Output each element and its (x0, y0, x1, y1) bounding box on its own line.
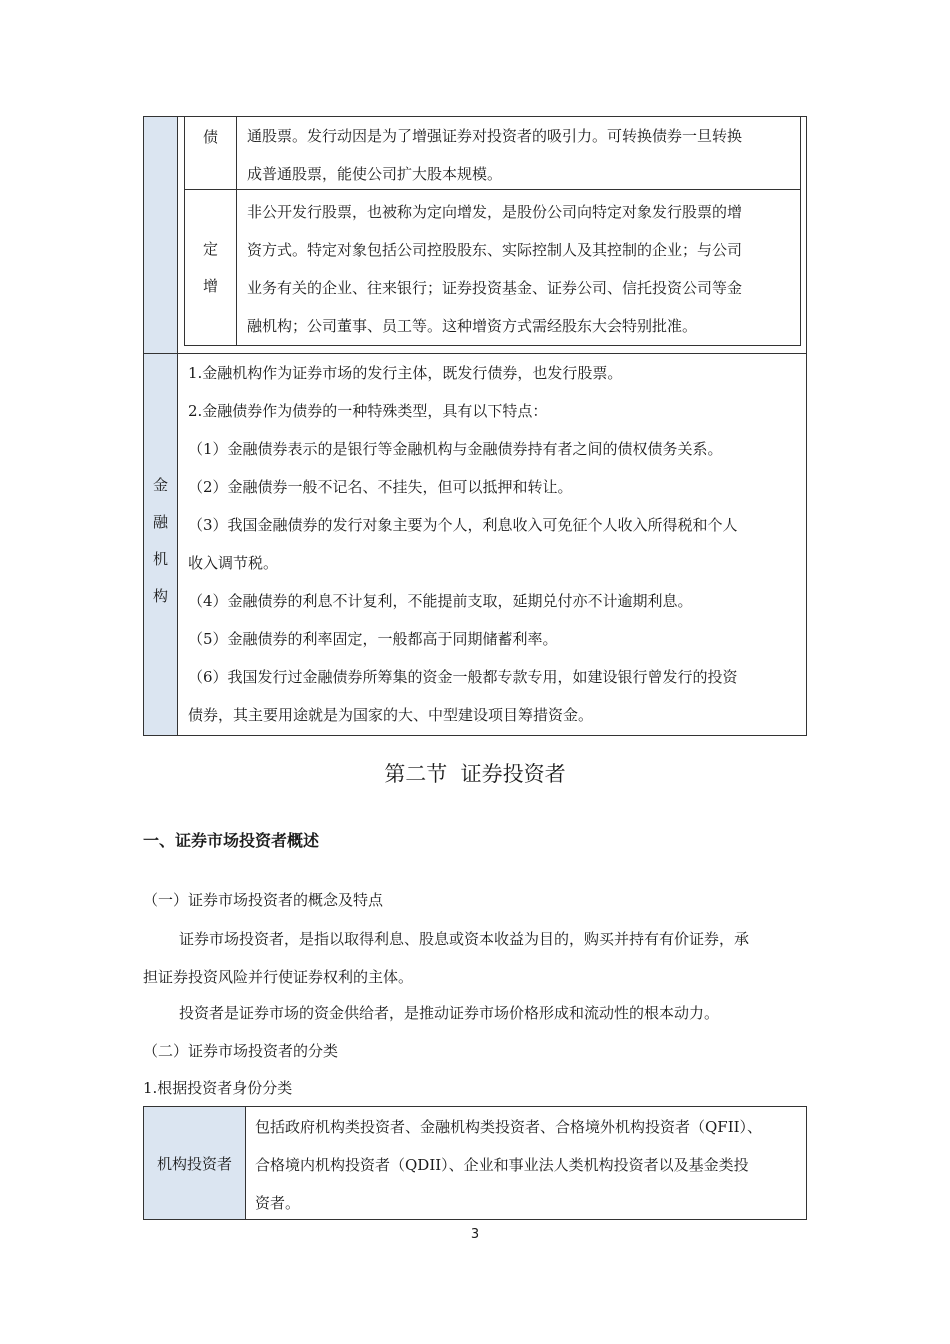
label-char: 构 (152, 587, 168, 605)
text-line: 成普通股票，能使公司扩大股本规模。 (247, 165, 503, 183)
top-table (143, 116, 807, 736)
paragraph-role: 投资者是证券市场的资金供给者，是推动证券市场价格形成和流动性的根本动力。 (179, 1004, 720, 1022)
text-line: 合格境内机构投资者（QDII）、企业和事业法人类机构投资者以及基金类投 (255, 1156, 749, 1174)
text-line: 业务有关的企业、往来银行；证券投资基金、证券公司、信托投资公司等金 (247, 279, 743, 297)
investor-type-label: 机构投资者 (156, 1154, 232, 1173)
subheading-classification: （二）证券市场投资者的分类 (143, 1042, 339, 1060)
subheading-by-identity: 1.根据投资者身份分类 (143, 1079, 293, 1097)
inner-row-private-placement (185, 190, 800, 345)
text-line: 资方式。特定对象包括公司控股股东、实际控制人及其控制的企业；与公司 (247, 241, 743, 259)
paragraph-definition (143, 920, 807, 996)
text-line: （1）金融债券表示的是银行等金融机构与金融债券持有者之间的债权债务关系。 (188, 440, 723, 458)
inner-row-label (185, 190, 237, 345)
investor-type-table (143, 1106, 807, 1220)
text-line: 融机构；公司董事、员工等。这种增资方式需经股东大会特别批准。 (247, 317, 698, 335)
inner-row-content (247, 193, 795, 345)
financial-institution-content (188, 354, 803, 734)
label-char: 增 (202, 277, 218, 295)
investor-type-content (255, 1108, 803, 1222)
label-char: 定 (202, 240, 218, 258)
subheading-concept: （一）证券市场投资者的概念及特点 (143, 891, 384, 909)
section-title: 第二节 证券投资者 (384, 762, 566, 786)
investor-type-label-cell (144, 1107, 246, 1219)
category-cell-financial-institution (144, 354, 178, 735)
text-line: 担证券投资风险并行使证券权利的主体。 (143, 968, 414, 986)
text-line: 收入调节税。 (188, 554, 279, 572)
text-line: 2.金融债券作为债券的一种特殊类型，具有以下特点： (188, 402, 548, 420)
text-line: 1.金融机构作为证券市场的发行主体，既发行债券，也发行股票。 (188, 364, 623, 382)
label-char: 机 (152, 550, 168, 568)
inner-row-content (247, 117, 795, 193)
category-cell-top (144, 117, 178, 353)
text-line: 证券市场投资者，是指以取得利息、股息或资本收益为目的，购买并持有有价证券，承 (179, 930, 750, 948)
inner-table (184, 117, 801, 346)
text-line: （4）金融债券的利息不计复利，不能提前支取，延期兑付亦不计逾期利息。 (188, 592, 693, 610)
inner-row-label (185, 117, 237, 189)
text-line: 非公开发行股票，也被称为定向增发，是股份公司向特定对象发行股票的增 (247, 203, 743, 221)
text-line: （5）金融债券的利率固定，一般都高于同期储蓄利率。 (188, 630, 558, 648)
text-line: 资者。 (255, 1194, 301, 1212)
text-line: 通股票。发行动因是为了增强证券对投资者的吸引力。可转换债券一旦转换 (247, 127, 743, 145)
label-char: 金 (152, 476, 168, 494)
page-number: 3 (470, 1227, 480, 1242)
text-line: 包括政府机构类投资者、金融机构类投资者、合格境外机构投资者（QFII）、 (255, 1118, 763, 1136)
heading-level-1: 一、证券市场投资者概述 (143, 831, 320, 850)
label-char: 融 (152, 513, 168, 531)
text-line: （6）我国发行过金融债券所筹集的资金一般都专款专用，如建设银行曾发行的投资 (188, 668, 738, 686)
label-char: 债 (202, 128, 218, 146)
text-line: 债券，其主要用途就是为国家的大、中型建设项目筹措资金。 (188, 706, 594, 724)
text-line: （2）金融债券一般不记名、不挂失，但可以抵押和转让。 (188, 478, 573, 496)
text-line: （3）我国金融债券的发行对象主要为个人，利息收入可免征个人收入所得税和个人 (188, 516, 738, 534)
inner-row-bond (185, 117, 800, 190)
